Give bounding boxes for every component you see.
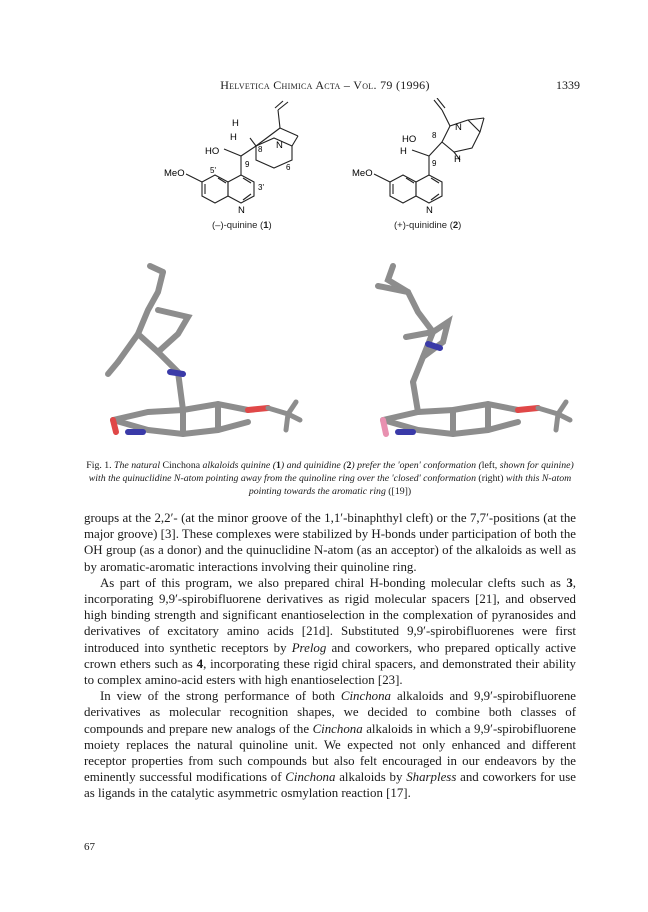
quinine-n5p: 5'	[210, 166, 216, 175]
journal-title: Helvetica Chimica Acta – Vol. 79 (1996)	[220, 78, 430, 92]
quinidine-pyridine-ring	[416, 175, 442, 203]
quinidine-h-right: H	[454, 154, 461, 165]
figure-caption: Fig. 1. The natural Cinchona alkaloids quinine (1) and quinidine (2) prefer the 'open' conformation (left, shown for quinine) with the quinuclidine N-atom pointing away from the quinoline ring over the 'closed' conformation (right) with this N-atom pointing towards the aromatic ring ([19])	[86, 460, 574, 497]
body-text	[84, 510, 576, 802]
closed-conformation-model	[378, 266, 570, 434]
quinidine-n8: 8	[432, 131, 437, 140]
quinine-pyridine-ring	[228, 175, 254, 203]
quinidine-ho: HO	[402, 134, 417, 145]
quinidine-n-ring: N	[455, 122, 462, 133]
quinine-n3p: 3'	[258, 183, 264, 192]
running-header	[70, 78, 580, 94]
footer-number: 67	[84, 841, 95, 853]
quinine-ho: HO	[205, 146, 220, 157]
quinidine-n9: 9	[432, 159, 437, 168]
quinidine-label: (+)-quinidine (2)	[394, 220, 462, 231]
paragraph-1: groups at the 2,2′- (at the minor groove of the 1,1′-binaphthyl cleft) or the 7,7′-positions (at the major groove) [3]. These complexes were stabilized by H-bonds under participation of both the OH group (as a donor) and the quinuclidine N-atom (as an acceptor) of the alkaloids as well as by aromatic-aromatic interactions involving their quinoline ring.	[84, 511, 576, 574]
quinine-benzo-ring	[202, 175, 228, 203]
quinidine-n-quin: N	[426, 205, 433, 216]
open-conformation-model	[108, 266, 300, 434]
molecular-models	[88, 262, 578, 452]
quinidine-h-left: H	[400, 146, 407, 157]
quinine-n9: 9	[245, 160, 250, 169]
quinine-n8: 8	[258, 145, 263, 154]
quinine-n6: 6	[286, 163, 291, 172]
quinidine-benzo-ring	[390, 175, 416, 203]
quinine-h-left: H	[230, 132, 237, 143]
structure-drawing	[150, 98, 530, 238]
quinine-meo: MeO	[164, 168, 185, 179]
model-rendering	[88, 262, 578, 452]
paragraph-3: In view of the strong performance of both Cinchona alkaloids and 9,9′-spirobifluorene derivatives as molecular recognition shapes, we decided to combine both classes of compounds and prepare new analogs of the Cinchona alkaloids in which a 9,9′-spirobifluorene moiety replaces the natural quinoline unit. We expected not only enhanced and different receptor properties from such compounds but also felt encouraged in our endeavors by the eminently successful modifications of Cinchona alkaloids by Sharpless and coworkers for use as ligands in the catalytic asymmetric osmylation reaction [17].	[84, 689, 576, 801]
page-number: 1339	[556, 78, 580, 92]
caption-label: Fig. 1.	[86, 460, 112, 471]
paragraph-2: As part of this program, we also prepared chiral H-bonding molecular clefts such as 3, incorporating 9,9′-spirobifluorene derivatives as rigid molecular spacers [21], and observed high binding strength and significant enantioselection in the complexation of pyranosides and derivatives of excitatory amino acids [21d]. Substituted 9,9′-spirobifluorenes were first introduced into synthetic receptors by Prelog and coworkers, who prepared optically active crown ethers such as 4, incorporating these rigid chiral spacers, and demonstrated their ability to complex amino-acid esters with high enantioselection [23].	[84, 575, 576, 688]
quinine-label: (–)-quinine (1)	[212, 220, 272, 231]
quinidine-meo: MeO	[352, 168, 373, 179]
quinine-n-ring: N	[276, 140, 283, 151]
quinine-h-top: H	[232, 118, 239, 129]
structure-formulas	[150, 98, 530, 238]
quinine-n-quin: N	[238, 205, 245, 216]
